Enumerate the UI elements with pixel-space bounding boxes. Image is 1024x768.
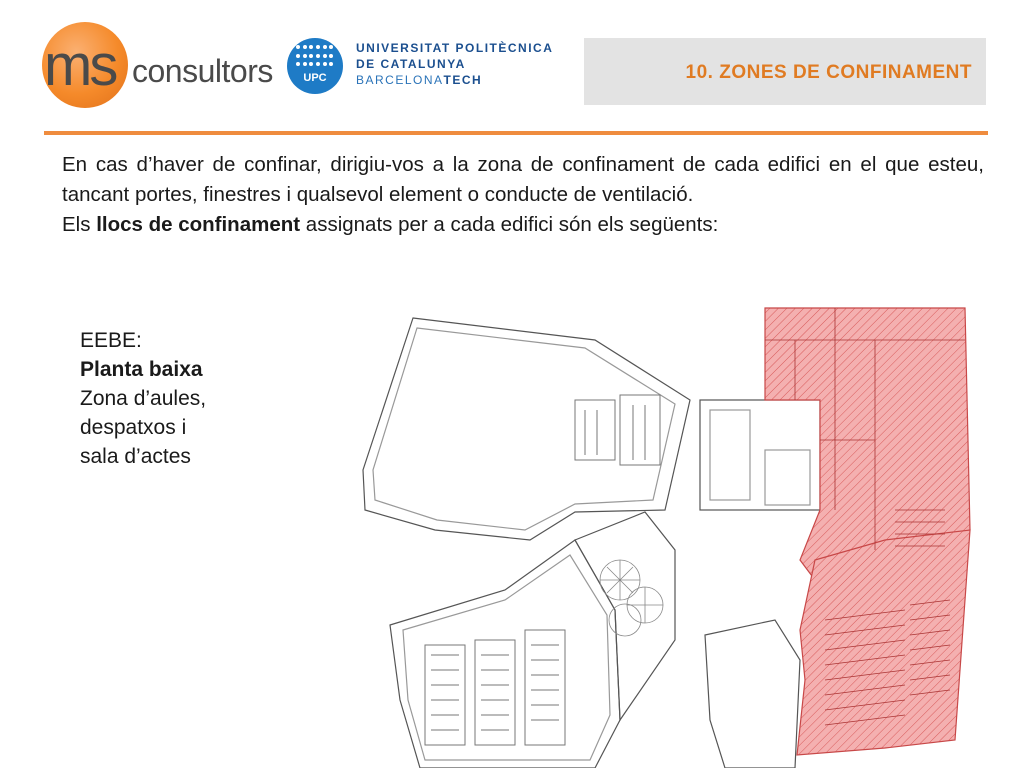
upc-badge-label: UPC [303, 72, 327, 84]
upc-line-3 [356, 72, 553, 88]
paragraph-2-end: assignats per a cada edifici són els següents: [300, 213, 719, 236]
zone-line-1: Zona d’aules, [80, 387, 207, 410]
floor-plan [345, 300, 985, 768]
ms-logo-word: consultors [132, 53, 273, 89]
lower-middle-wing [705, 620, 800, 768]
ms-logo-letters: ms [44, 33, 116, 98]
upc-wordmark [356, 40, 553, 88]
paragraph-1: En cas d’haver de confinar, dirigiu-vos a la zona de confinament de cada edifici en el que esteu, tancant portes, finestres i qualsevol element o conducte de ventilació. [62, 153, 984, 206]
upc-line-3a: BARCELONA [356, 73, 444, 87]
header-divider [44, 131, 988, 135]
zone-line-2: despatxos i [80, 416, 187, 439]
upc-logo-badge [287, 38, 343, 94]
paragraph-2-start: Els [62, 213, 97, 236]
floor-name: Planta baixa [80, 358, 203, 381]
slide-title-box [584, 38, 986, 105]
building-name: EEBE: [80, 329, 142, 352]
upc-line-2: DE CATALUNYA [356, 57, 466, 71]
confinement-zone [765, 308, 970, 755]
left-wing [363, 318, 690, 540]
courtyard-palms [600, 560, 663, 636]
body-text [62, 150, 984, 240]
upc-line-3b: TECH [443, 73, 483, 87]
upc-line-1: UNIVERSITAT POLITÈCNICA [356, 41, 554, 55]
slide-title: 10. ZONES DE CONFINAMENT [685, 62, 972, 83]
building-info [80, 326, 206, 471]
zone-line-3: sala d’actes [80, 445, 191, 468]
paragraph-2-bold: llocs de confinament [96, 213, 301, 236]
paragraph-2 [62, 210, 984, 240]
central-core [700, 400, 820, 510]
ms-consultors-logo [40, 20, 290, 110]
courtyard-wing [575, 512, 675, 720]
upc-dots [296, 45, 334, 69]
